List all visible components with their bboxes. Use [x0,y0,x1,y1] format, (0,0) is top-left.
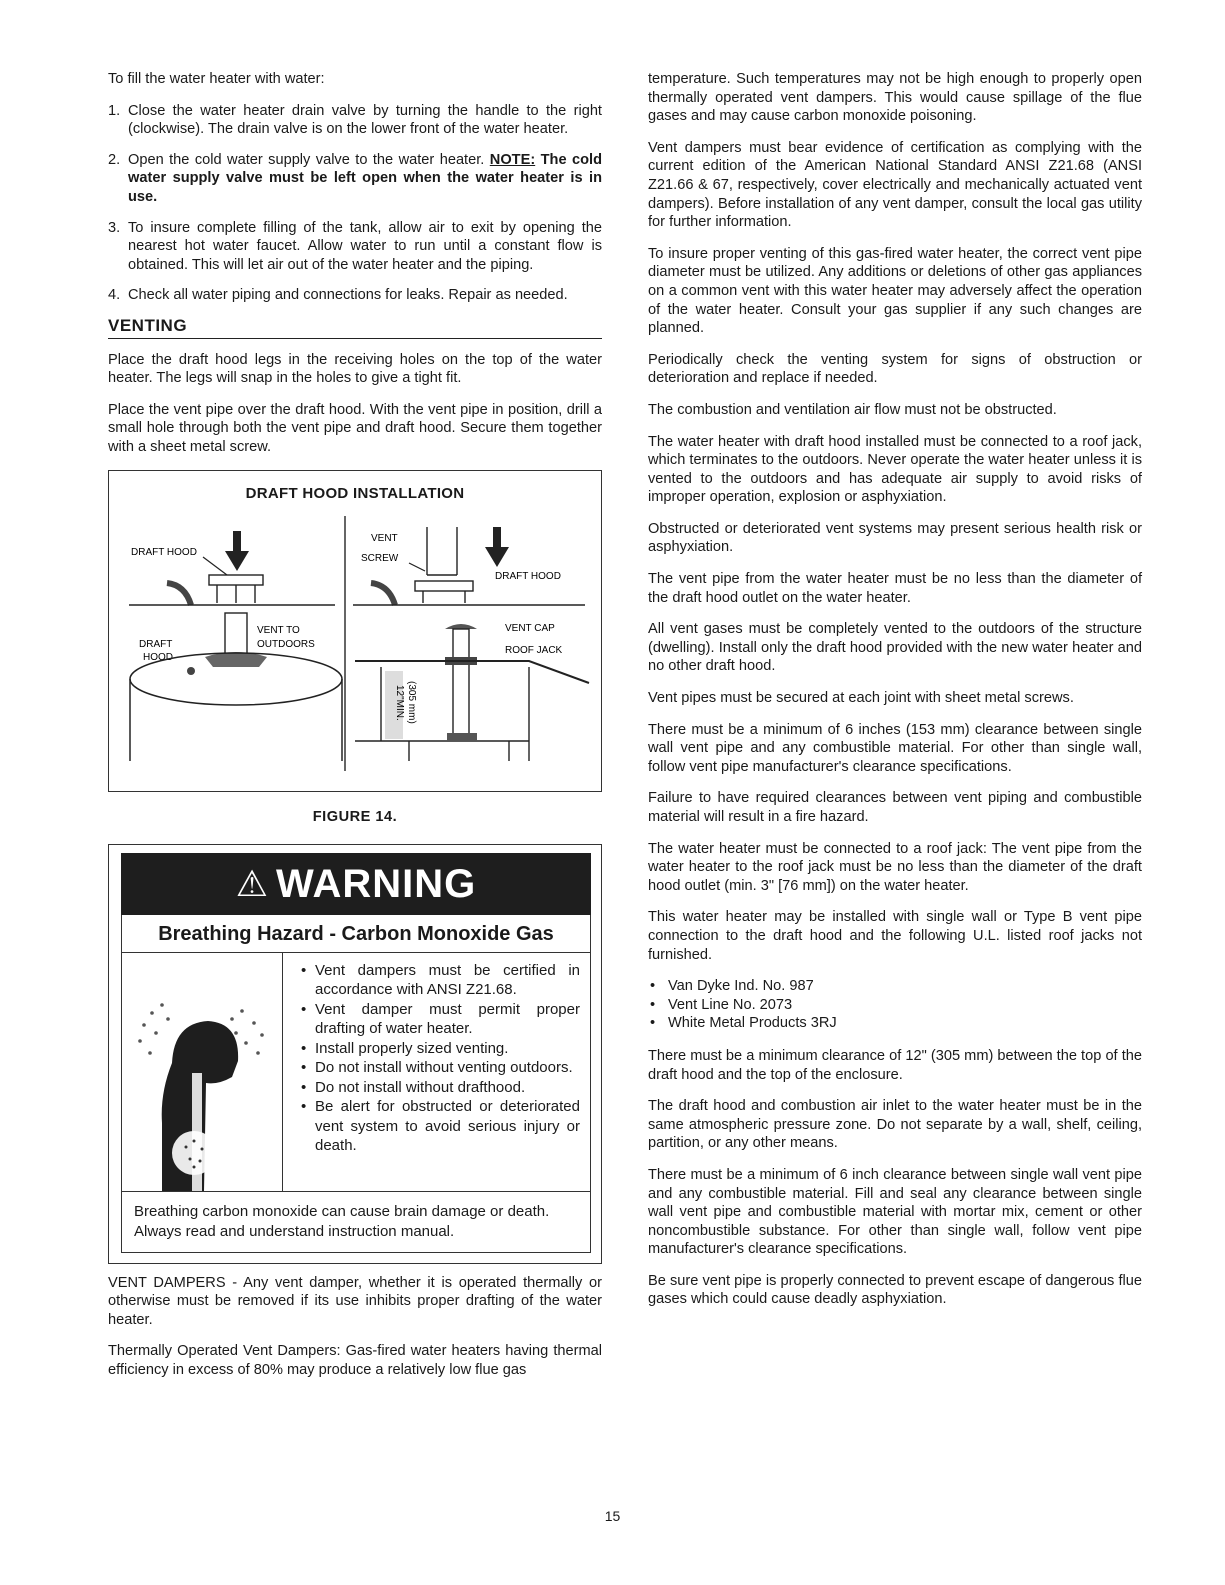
step-item: 1. Close the water heater drain valve by turning the handle to the right (clockwise). The drain valve is on the lower front of the water heater. [108,102,602,138]
right-paragraph-17: There must be a minimum of 6 inch clearance between single wall vent pipe and any combustible material. Fill and seal any clearance between single wall vent pipe and combustible material with mortar mix, cement or other noncombustible substance. For other than single wall, follow vent pipe manufacturer's clearance specifications. [648,1166,1142,1258]
label-min: 12"MIN. [394,684,405,721]
figure-draft-hood-installation [108,470,602,792]
right-paragraph-10: Vent pipes must be secured at each joint with sheet metal screws. [648,690,1074,707]
warning-item: • Vent dampers must be certified in accordance with ANSI Z21.68. [297,961,580,1000]
right-paragraph-14: This water heater may be installed with single wall or Type B vent pipe connection to the draft hood and the following U.L. listed roof jacks not furnished. [648,909,1142,963]
label-roof-jack: ROOF JACK [505,644,563,656]
step-item: 4. Check all water piping and connections for leaks. Repair as needed. [108,287,568,304]
right-paragraph-8: The vent pipe from the water heater must be no less than the diameter of the draft hood outlet on the water heater. [648,571,1142,606]
label-draft: DRAFT [139,638,173,650]
gas-inhalation-icon [122,953,283,1191]
right-paragraph-16: The draft hood and combustion air inlet to the water heater must be in the same atmospheric pressure zone. Do not separate by a wall, shelf, ceiling, partition, or any other means. [648,1098,1142,1152]
right-paragraph-5: The combustion and ventilation air flow must not be obstructed. [648,401,1057,418]
warning-footer: Breathing carbon monoxide can cause brain damage or death. Always read and understand instruction manual. [121,1192,591,1253]
note-text: The cold water supply valve must be left open when the water heater is in use. [128,151,602,205]
label-mm: (305 mm) [406,680,417,724]
label-hood: HOOD [143,651,173,663]
list-item: • White Metal Products 3RJ [648,1014,1142,1033]
figure-title: DRAFT HOOD INSTALLATION [245,484,465,502]
fill-steps [108,102,602,305]
venting-paragraph-2: Place the vent pipe over the draft hood. With the vent pipe in position, drill a small hole through both the vent pipe and draft hood. Secure them together with a sheet metal screw. [108,401,602,455]
draft-hood-diagram [109,471,600,791]
right-paragraph-18: Be sure vent pipe is properly connected to prevent escape of dangerous flue gases which could cause deadly asphyxiation. [648,1272,1142,1308]
figure-caption: FIGURE 14. [312,808,398,825]
label-draft-hood-1: DRAFT HOOD [131,546,197,558]
right-paragraph-13: The water heater must be connected to a roof jack: The vent pipe from the water heater to the roof jack must be no less than the diameter of the draft hood outlet (min. 3" [76 mm]) on the water heater. [648,840,1142,894]
right-paragraph-12: Failure to have required clearances between vent piping and combustible material will result in a fire hazard. [648,790,1142,825]
left-column [108,70,602,1393]
warning-subtitle: Breathing Hazard - Carbon Monoxide Gas [121,915,591,953]
warning-item: • Do not install without venting outdoors. [297,1058,580,1078]
right-column [648,70,1142,1322]
step-item: 2. Open the cold water supply valve to the water heater. NOTE: The cold water supply valve must be left open when the water heater is in use. [108,151,602,205]
list-item: • Van Dyke Ind. No. 987 [648,977,1142,996]
venting-paragraph-1: Place the draft hood legs in the receiving holes on the top of the water heater. The legs will snap in the holes to give a tight fit. [108,351,602,387]
page-number: 15 [604,1508,621,1524]
step-item: 3. To insure complete filling of the tank, allow air to exit by opening the nearest hot water faucet. Allow water to run until a constant flow is obtained. This will let air out of the water heater and the piping. [108,219,602,273]
warning-title: WARNING [275,861,477,906]
right-paragraph-15: There must be a minimum clearance of 12" (305 mm) between the top of the draft hood and the top of the enclosure. [648,1047,1142,1083]
right-paragraph-6: The water heater with draft hood installed must be connected to a roof jack, which terminates to the outdoors. Never operate the water heater unless it is vented to the outdoors and has adequate air supply to avoid risks of improper operation, explosion or asphyxiation. [648,433,1142,506]
roof-jack-list [648,977,1142,1033]
warning-header [121,853,591,915]
note-label: NOTE: [489,151,536,168]
warning-item: • Vent damper must permit proper drafting of water heater. [297,1000,580,1039]
fill-intro: To fill the water heater with water: [108,71,325,87]
label-draft-hood-2: DRAFT HOOD [495,570,561,582]
label-vent-cap: VENT CAP [505,622,555,634]
warning-item: • Be alert for obstructed or deteriorated vent system to avoid serious injury or death. [297,1097,580,1156]
warning-triangle-icon: ⚠ [235,863,268,905]
label-screw: SCREW [361,552,399,564]
right-paragraph-7: Obstructed or deteriorated vent systems may present serious health risk or asphyxiation. [648,520,1142,556]
label-vent-to: VENT TO [257,624,300,636]
right-paragraph-2: Vent dampers must bear evidence of certification as complying with the current edition of the American National Standard ANSI Z21.68 (ANSI Z21.66 & 67, respectively, cover electrically and mechanically actuated vent dampers). Before installation of any vent damper, consult the local gas utility for further information. [648,139,1142,231]
warning-item: • Do not install without drafthood. [297,1078,580,1098]
warning-body [121,953,591,1192]
list-item: • Vent Line No. 2073 [648,996,1142,1015]
right-paragraph-1: temperature. Such temperatures may not be high enough to properly open thermally operated vent dampers. This would cause spillage of the flue gases and may cause carbon monoxide poisoning. [648,71,1142,125]
right-paragraph-9: All vent gases must be completely vented to the outdoors of the structure (dwelling). Install only the draft hood provided with the new water heater and no other draft hood. [648,621,1142,675]
label-outdoors: OUTDOORS [257,638,315,650]
warning-item: • Install properly sized venting. [297,1039,580,1059]
vent-dampers-paragraph: VENT DAMPERS - Any vent damper, whether it is operated thermally or otherwise must be removed if its use inhibits proper drafting of the water heater. [108,1274,602,1328]
venting-heading: VENTING [108,317,602,339]
thermal-dampers-paragraph: Thermally Operated Vent Dampers: Gas-fired water heaters having thermal efficiency in excess of 80% may produce a relatively low flue gas [108,1343,602,1379]
right-paragraph-11: There must be a minimum of 6 inches (153 mm) clearance between single wall vent pipe and any combustible material. For other than single wall, follow vent pipe manufacturer's clearance specifications. [648,721,1142,775]
warning-list [283,953,590,1191]
right-paragraph-4: Periodically check the venting system for signs of obstruction or deterioration and replace if needed. [648,351,1142,387]
label-vent: VENT [371,532,398,544]
warning-box [108,844,602,1264]
right-paragraph-3: To insure proper venting of this gas-fired water heater, the correct vent pipe diameter must be utilized. Any additions or deletions of other gas appliances on a common vent with this water heater may adversely affect the operation of the water heater. Consult your gas supplier if any such changes are planned. [648,245,1142,337]
